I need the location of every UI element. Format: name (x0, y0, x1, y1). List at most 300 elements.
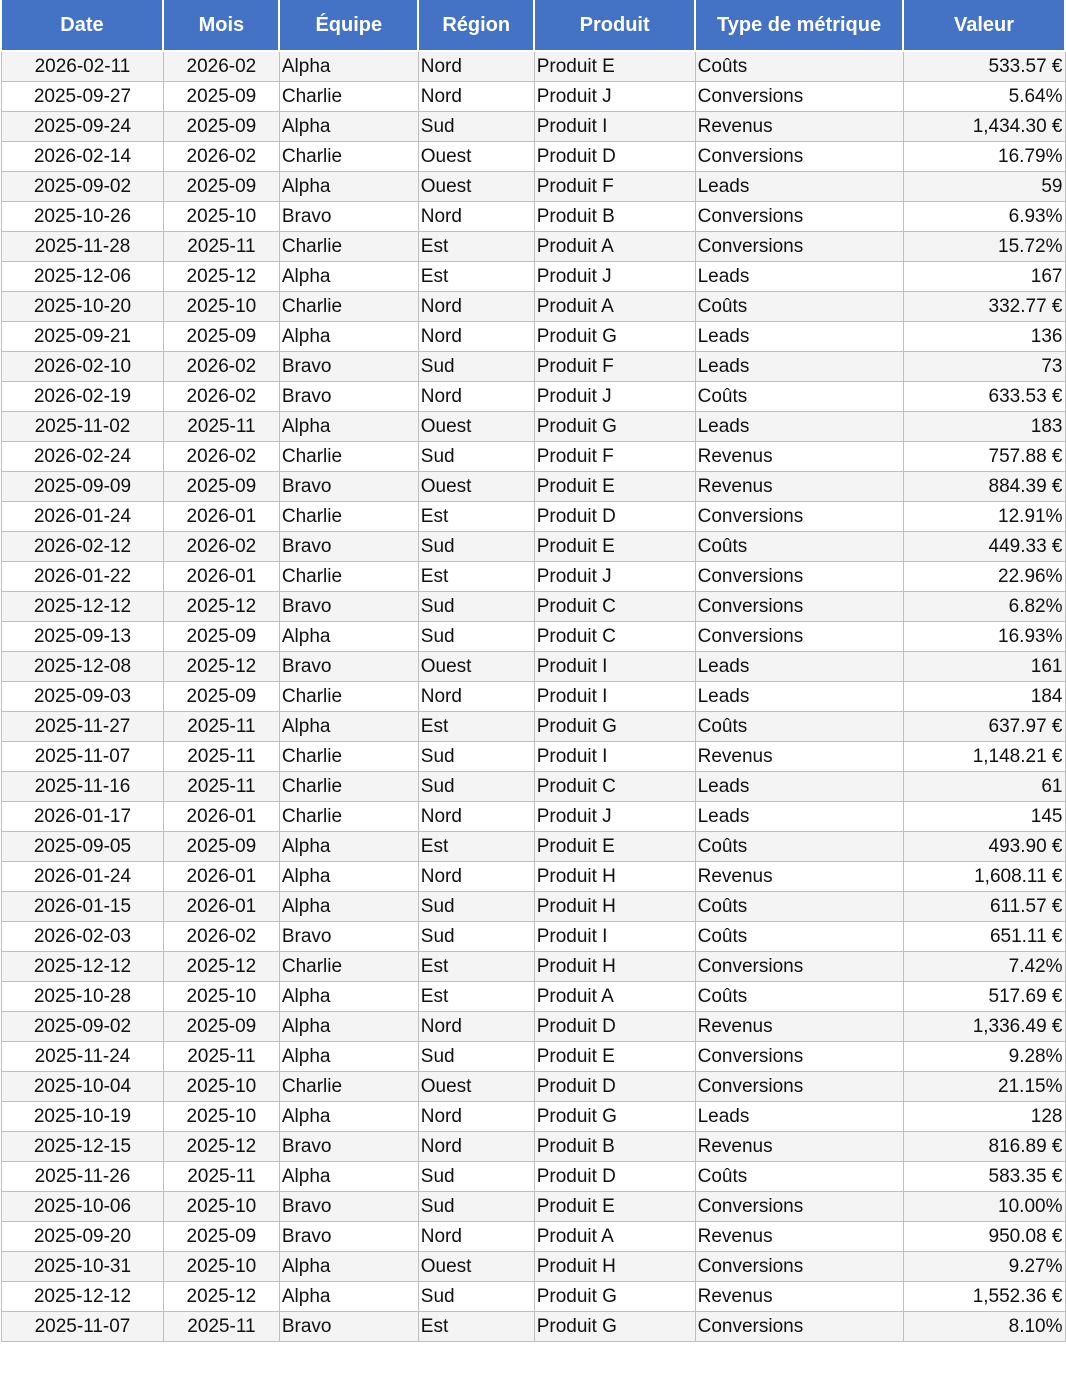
team-cell[interactable]: Alpha (279, 51, 418, 82)
month-cell[interactable]: 2025-10 (163, 1192, 279, 1222)
region-cell[interactable]: Est (418, 712, 534, 742)
product-cell[interactable]: Produit A (534, 292, 695, 322)
month-cell[interactable]: 2025-11 (163, 772, 279, 802)
product-cell[interactable]: Produit G (534, 1102, 695, 1132)
metric-type-cell[interactable]: Coûts (695, 832, 903, 862)
region-cell[interactable]: Sud (418, 1042, 534, 1072)
team-cell[interactable]: Bravo (279, 1222, 418, 1252)
value-cell[interactable]: 449.33 € (903, 532, 1065, 562)
team-cell[interactable]: Charlie (279, 232, 418, 262)
product-cell[interactable]: Produit A (534, 1222, 695, 1252)
month-cell[interactable]: 2026-02 (163, 382, 279, 412)
team-cell[interactable]: Alpha (279, 622, 418, 652)
month-cell[interactable]: 2025-09 (163, 322, 279, 352)
product-cell[interactable]: Produit F (534, 172, 695, 202)
product-cell[interactable]: Produit H (534, 1252, 695, 1282)
month-cell[interactable]: 2025-09 (163, 682, 279, 712)
month-cell[interactable]: 2025-12 (163, 592, 279, 622)
metric-type-cell[interactable]: Leads (695, 262, 903, 292)
month-cell[interactable]: 2026-02 (163, 532, 279, 562)
month-cell[interactable]: 2026-02 (163, 142, 279, 172)
date-cell[interactable]: 2025-09-09 (2, 472, 164, 502)
product-cell[interactable]: Produit J (534, 562, 695, 592)
region-cell[interactable]: Nord (418, 1012, 534, 1042)
date-cell[interactable]: 2026-02-11 (2, 51, 164, 82)
month-cell[interactable]: 2025-10 (163, 292, 279, 322)
region-cell[interactable]: Nord (418, 682, 534, 712)
metric-type-cell[interactable]: Revenus (695, 112, 903, 142)
date-cell[interactable]: 2026-01-24 (2, 862, 164, 892)
date-cell[interactable]: 2025-09-13 (2, 622, 164, 652)
product-cell[interactable]: Produit J (534, 382, 695, 412)
date-cell[interactable]: 2025-12-08 (2, 652, 164, 682)
region-cell[interactable]: Est (418, 562, 534, 592)
region-cell[interactable]: Est (418, 952, 534, 982)
value-cell[interactable]: 145 (903, 802, 1065, 832)
product-cell[interactable]: Produit C (534, 772, 695, 802)
region-cell[interactable]: Nord (418, 51, 534, 82)
date-cell[interactable]: 2025-09-05 (2, 832, 164, 862)
product-cell[interactable]: Produit F (534, 352, 695, 382)
metric-type-cell[interactable]: Coûts (695, 922, 903, 952)
metric-type-cell[interactable]: Conversions (695, 1072, 903, 1102)
metric-type-cell[interactable]: Leads (695, 802, 903, 832)
value-cell[interactable]: 61 (903, 772, 1065, 802)
metric-type-cell[interactable]: Coûts (695, 532, 903, 562)
value-cell[interactable]: 651.11 € (903, 922, 1065, 952)
region-cell[interactable]: Est (418, 502, 534, 532)
value-cell[interactable]: 73 (903, 352, 1065, 382)
month-cell[interactable]: 2025-09 (163, 832, 279, 862)
team-cell[interactable]: Charlie (279, 742, 418, 772)
metric-type-cell[interactable]: Conversions (695, 1252, 903, 1282)
team-cell[interactable]: Alpha (279, 1102, 418, 1132)
region-cell[interactable]: Est (418, 982, 534, 1012)
value-cell[interactable]: 493.90 € (903, 832, 1065, 862)
header-region[interactable]: Région (418, 0, 534, 51)
value-cell[interactable]: 12.91% (903, 502, 1065, 532)
value-cell[interactable]: 59 (903, 172, 1065, 202)
metric-type-cell[interactable]: Coûts (695, 382, 903, 412)
team-cell[interactable]: Alpha (279, 832, 418, 862)
product-cell[interactable]: Produit G (534, 1312, 695, 1342)
product-cell[interactable]: Produit A (534, 982, 695, 1012)
value-cell[interactable]: 136 (903, 322, 1065, 352)
value-cell[interactable]: 816.89 € (903, 1132, 1065, 1162)
month-cell[interactable]: 2025-10 (163, 1252, 279, 1282)
metric-type-cell[interactable]: Leads (695, 412, 903, 442)
date-cell[interactable]: 2025-12-12 (2, 952, 164, 982)
date-cell[interactable]: 2025-12-15 (2, 1132, 164, 1162)
month-cell[interactable]: 2025-10 (163, 202, 279, 232)
value-cell[interactable]: 637.97 € (903, 712, 1065, 742)
region-cell[interactable]: Est (418, 232, 534, 262)
team-cell[interactable]: Alpha (279, 1042, 418, 1072)
product-cell[interactable]: Produit E (534, 51, 695, 82)
region-cell[interactable]: Nord (418, 202, 534, 232)
product-cell[interactable]: Produit E (534, 1042, 695, 1072)
value-cell[interactable]: 184 (903, 682, 1065, 712)
metric-type-cell[interactable]: Conversions (695, 142, 903, 172)
region-cell[interactable]: Nord (418, 1222, 534, 1252)
metric-type-cell[interactable]: Coûts (695, 292, 903, 322)
metric-type-cell[interactable]: Conversions (695, 202, 903, 232)
team-cell[interactable]: Charlie (279, 1072, 418, 1102)
team-cell[interactable]: Alpha (279, 322, 418, 352)
date-cell[interactable]: 2025-11-24 (2, 1042, 164, 1072)
metric-type-cell[interactable]: Conversions (695, 622, 903, 652)
team-cell[interactable]: Alpha (279, 262, 418, 292)
value-cell[interactable]: 15.72% (903, 232, 1065, 262)
team-cell[interactable]: Charlie (279, 952, 418, 982)
metric-type-cell[interactable]: Conversions (695, 1192, 903, 1222)
team-cell[interactable]: Charlie (279, 562, 418, 592)
metric-type-cell[interactable]: Revenus (695, 1222, 903, 1252)
date-cell[interactable]: 2025-10-28 (2, 982, 164, 1012)
value-cell[interactable]: 611.57 € (903, 892, 1065, 922)
value-cell[interactable]: 884.39 € (903, 472, 1065, 502)
value-cell[interactable]: 950.08 € (903, 1222, 1065, 1252)
region-cell[interactable]: Ouest (418, 1252, 534, 1282)
value-cell[interactable]: 5.64% (903, 82, 1065, 112)
date-cell[interactable]: 2025-10-20 (2, 292, 164, 322)
month-cell[interactable]: 2025-09 (163, 1222, 279, 1252)
value-cell[interactable]: 6.93% (903, 202, 1065, 232)
team-cell[interactable]: Charlie (279, 82, 418, 112)
product-cell[interactable]: Produit D (534, 1072, 695, 1102)
metric-type-cell[interactable]: Coûts (695, 982, 903, 1012)
month-cell[interactable]: 2025-09 (163, 1012, 279, 1042)
date-cell[interactable]: 2026-02-24 (2, 442, 164, 472)
product-cell[interactable]: Produit E (534, 832, 695, 862)
date-cell[interactable]: 2025-10-31 (2, 1252, 164, 1282)
value-cell[interactable]: 16.79% (903, 142, 1065, 172)
metric-type-cell[interactable]: Leads (695, 1102, 903, 1132)
month-cell[interactable]: 2025-11 (163, 742, 279, 772)
value-cell[interactable]: 128 (903, 1102, 1065, 1132)
team-cell[interactable]: Alpha (279, 982, 418, 1012)
team-cell[interactable]: Alpha (279, 892, 418, 922)
date-cell[interactable]: 2025-11-02 (2, 412, 164, 442)
date-cell[interactable]: 2026-01-22 (2, 562, 164, 592)
header-valeur[interactable]: Valeur (903, 0, 1065, 51)
date-cell[interactable]: 2025-09-27 (2, 82, 164, 112)
date-cell[interactable]: 2025-12-12 (2, 592, 164, 622)
value-cell[interactable]: 22.96% (903, 562, 1065, 592)
team-cell[interactable]: Charlie (279, 442, 418, 472)
team-cell[interactable]: Bravo (279, 472, 418, 502)
region-cell[interactable]: Sud (418, 922, 534, 952)
month-cell[interactable]: 2025-11 (163, 1312, 279, 1342)
date-cell[interactable]: 2026-01-17 (2, 802, 164, 832)
value-cell[interactable]: 10.00% (903, 1192, 1065, 1222)
month-cell[interactable]: 2025-09 (163, 112, 279, 142)
date-cell[interactable]: 2026-02-03 (2, 922, 164, 952)
month-cell[interactable]: 2025-12 (163, 1282, 279, 1312)
metric-type-cell[interactable]: Coûts (695, 892, 903, 922)
team-cell[interactable]: Bravo (279, 352, 418, 382)
product-cell[interactable]: Produit E (534, 1192, 695, 1222)
metric-type-cell[interactable]: Conversions (695, 1042, 903, 1072)
date-cell[interactable]: 2026-02-12 (2, 532, 164, 562)
product-cell[interactable]: Produit I (534, 922, 695, 952)
metric-type-cell[interactable]: Revenus (695, 1132, 903, 1162)
value-cell[interactable]: 533.57 € (903, 51, 1065, 82)
month-cell[interactable]: 2025-12 (163, 262, 279, 292)
value-cell[interactable]: 1,336.49 € (903, 1012, 1065, 1042)
month-cell[interactable]: 2025-10 (163, 982, 279, 1012)
month-cell[interactable]: 2026-01 (163, 562, 279, 592)
product-cell[interactable]: Produit C (534, 622, 695, 652)
product-cell[interactable]: Produit H (534, 892, 695, 922)
metric-type-cell[interactable]: Conversions (695, 1312, 903, 1342)
metric-type-cell[interactable]: Revenus (695, 442, 903, 472)
region-cell[interactable]: Nord (418, 382, 534, 412)
team-cell[interactable]: Bravo (279, 1132, 418, 1162)
team-cell[interactable]: Bravo (279, 382, 418, 412)
date-cell[interactable]: 2025-11-27 (2, 712, 164, 742)
product-cell[interactable]: Produit G (534, 1282, 695, 1312)
product-cell[interactable]: Produit G (534, 322, 695, 352)
metric-type-cell[interactable]: Revenus (695, 1012, 903, 1042)
month-cell[interactable]: 2025-11 (163, 232, 279, 262)
region-cell[interactable]: Ouest (418, 172, 534, 202)
value-cell[interactable]: 1,434.30 € (903, 112, 1065, 142)
region-cell[interactable]: Ouest (418, 412, 534, 442)
region-cell[interactable]: Sud (418, 892, 534, 922)
region-cell[interactable]: Ouest (418, 472, 534, 502)
date-cell[interactable]: 2025-09-02 (2, 172, 164, 202)
team-cell[interactable]: Alpha (279, 712, 418, 742)
month-cell[interactable]: 2025-11 (163, 412, 279, 442)
date-cell[interactable]: 2026-02-14 (2, 142, 164, 172)
month-cell[interactable]: 2025-12 (163, 1132, 279, 1162)
value-cell[interactable]: 757.88 € (903, 442, 1065, 472)
region-cell[interactable]: Sud (418, 1192, 534, 1222)
metric-type-cell[interactable]: Leads (695, 652, 903, 682)
product-cell[interactable]: Produit F (534, 442, 695, 472)
region-cell[interactable]: Sud (418, 352, 534, 382)
metric-type-cell[interactable]: Conversions (695, 562, 903, 592)
region-cell[interactable]: Sud (418, 442, 534, 472)
month-cell[interactable]: 2026-02 (163, 442, 279, 472)
date-cell[interactable]: 2025-09-21 (2, 322, 164, 352)
month-cell[interactable]: 2025-09 (163, 472, 279, 502)
metric-type-cell[interactable]: Leads (695, 172, 903, 202)
metric-type-cell[interactable]: Revenus (695, 742, 903, 772)
value-cell[interactable]: 633.53 € (903, 382, 1065, 412)
date-cell[interactable]: 2025-10-26 (2, 202, 164, 232)
region-cell[interactable]: Sud (418, 742, 534, 772)
header-equipe[interactable]: Équipe (279, 0, 418, 51)
metric-type-cell[interactable]: Conversions (695, 502, 903, 532)
date-cell[interactable]: 2026-01-15 (2, 892, 164, 922)
value-cell[interactable]: 8.10% (903, 1312, 1065, 1342)
date-cell[interactable]: 2026-02-10 (2, 352, 164, 382)
header-type-metrique[interactable]: Type de métrique (695, 0, 903, 51)
product-cell[interactable]: Produit G (534, 712, 695, 742)
team-cell[interactable]: Alpha (279, 172, 418, 202)
region-cell[interactable]: Nord (418, 82, 534, 112)
value-cell[interactable]: 1,552.36 € (903, 1282, 1065, 1312)
value-cell[interactable]: 9.28% (903, 1042, 1065, 1072)
product-cell[interactable]: Produit A (534, 232, 695, 262)
product-cell[interactable]: Produit D (534, 1012, 695, 1042)
product-cell[interactable]: Produit D (534, 1162, 695, 1192)
value-cell[interactable]: 161 (903, 652, 1065, 682)
date-cell[interactable]: 2025-12-06 (2, 262, 164, 292)
region-cell[interactable]: Ouest (418, 1072, 534, 1102)
month-cell[interactable]: 2025-09 (163, 622, 279, 652)
region-cell[interactable]: Sud (418, 1282, 534, 1312)
date-cell[interactable]: 2025-09-24 (2, 112, 164, 142)
value-cell[interactable]: 9.27% (903, 1252, 1065, 1282)
month-cell[interactable]: 2026-02 (163, 922, 279, 952)
product-cell[interactable]: Produit D (534, 142, 695, 172)
product-cell[interactable]: Produit I (534, 742, 695, 772)
product-cell[interactable]: Produit J (534, 82, 695, 112)
date-cell[interactable]: 2025-11-16 (2, 772, 164, 802)
date-cell[interactable]: 2025-11-07 (2, 742, 164, 772)
value-cell[interactable]: 332.77 € (903, 292, 1065, 322)
team-cell[interactable]: Bravo (279, 532, 418, 562)
month-cell[interactable]: 2026-02 (163, 352, 279, 382)
month-cell[interactable]: 2025-10 (163, 1072, 279, 1102)
value-cell[interactable]: 1,148.21 € (903, 742, 1065, 772)
metric-type-cell[interactable]: Conversions (695, 592, 903, 622)
product-cell[interactable]: Produit E (534, 532, 695, 562)
region-cell[interactable]: Ouest (418, 652, 534, 682)
team-cell[interactable]: Alpha (279, 1162, 418, 1192)
region-cell[interactable]: Est (418, 262, 534, 292)
date-cell[interactable]: 2025-10-19 (2, 1102, 164, 1132)
metric-type-cell[interactable]: Coûts (695, 51, 903, 82)
team-cell[interactable]: Charlie (279, 502, 418, 532)
value-cell[interactable]: 7.42% (903, 952, 1065, 982)
value-cell[interactable]: 16.93% (903, 622, 1065, 652)
team-cell[interactable]: Charlie (279, 772, 418, 802)
date-cell[interactable]: 2025-10-06 (2, 1192, 164, 1222)
header-produit[interactable]: Produit (534, 0, 695, 51)
date-cell[interactable]: 2025-09-03 (2, 682, 164, 712)
team-cell[interactable]: Charlie (279, 802, 418, 832)
metric-type-cell[interactable]: Conversions (695, 232, 903, 262)
value-cell[interactable]: 583.35 € (903, 1162, 1065, 1192)
metric-type-cell[interactable]: Revenus (695, 472, 903, 502)
region-cell[interactable]: Ouest (418, 142, 534, 172)
team-cell[interactable]: Alpha (279, 1012, 418, 1042)
month-cell[interactable]: 2025-10 (163, 1102, 279, 1132)
month-cell[interactable]: 2026-01 (163, 502, 279, 532)
date-cell[interactable]: 2026-01-24 (2, 502, 164, 532)
product-cell[interactable]: Produit E (534, 472, 695, 502)
product-cell[interactable]: Produit B (534, 202, 695, 232)
date-cell[interactable]: 2025-11-07 (2, 1312, 164, 1342)
product-cell[interactable]: Produit I (534, 112, 695, 142)
product-cell[interactable]: Produit D (534, 502, 695, 532)
value-cell[interactable]: 167 (903, 262, 1065, 292)
month-cell[interactable]: 2025-09 (163, 82, 279, 112)
product-cell[interactable]: Produit I (534, 682, 695, 712)
value-cell[interactable]: 6.82% (903, 592, 1065, 622)
team-cell[interactable]: Bravo (279, 202, 418, 232)
product-cell[interactable]: Produit J (534, 802, 695, 832)
month-cell[interactable]: 2026-01 (163, 862, 279, 892)
metric-type-cell[interactable]: Leads (695, 682, 903, 712)
date-cell[interactable]: 2026-02-19 (2, 382, 164, 412)
value-cell[interactable]: 21.15% (903, 1072, 1065, 1102)
region-cell[interactable]: Sud (418, 622, 534, 652)
region-cell[interactable]: Est (418, 832, 534, 862)
team-cell[interactable]: Alpha (279, 862, 418, 892)
region-cell[interactable]: Sud (418, 772, 534, 802)
value-cell[interactable]: 517.69 € (903, 982, 1065, 1012)
region-cell[interactable]: Nord (418, 322, 534, 352)
team-cell[interactable]: Bravo (279, 652, 418, 682)
month-cell[interactable]: 2025-12 (163, 652, 279, 682)
metric-type-cell[interactable]: Leads (695, 772, 903, 802)
team-cell[interactable]: Alpha (279, 112, 418, 142)
team-cell[interactable]: Charlie (279, 142, 418, 172)
date-cell[interactable]: 2025-09-20 (2, 1222, 164, 1252)
team-cell[interactable]: Alpha (279, 1252, 418, 1282)
header-date[interactable]: Date (2, 0, 164, 51)
region-cell[interactable]: Sud (418, 592, 534, 622)
metric-type-cell[interactable]: Revenus (695, 1282, 903, 1312)
metric-type-cell[interactable]: Coûts (695, 712, 903, 742)
product-cell[interactable]: Produit J (534, 262, 695, 292)
product-cell[interactable]: Produit C (534, 592, 695, 622)
date-cell[interactable]: 2025-09-02 (2, 1012, 164, 1042)
month-cell[interactable]: 2025-12 (163, 952, 279, 982)
team-cell[interactable]: Alpha (279, 412, 418, 442)
date-cell[interactable]: 2025-11-26 (2, 1162, 164, 1192)
date-cell[interactable]: 2025-12-12 (2, 1282, 164, 1312)
team-cell[interactable]: Charlie (279, 292, 418, 322)
region-cell[interactable]: Nord (418, 1102, 534, 1132)
month-cell[interactable]: 2026-02 (163, 51, 279, 82)
metric-type-cell[interactable]: Revenus (695, 862, 903, 892)
team-cell[interactable]: Alpha (279, 1282, 418, 1312)
product-cell[interactable]: Produit G (534, 412, 695, 442)
region-cell[interactable]: Sud (418, 1162, 534, 1192)
region-cell[interactable]: Est (418, 1312, 534, 1342)
metric-type-cell[interactable]: Conversions (695, 82, 903, 112)
metric-type-cell[interactable]: Coûts (695, 1162, 903, 1192)
month-cell[interactable]: 2025-09 (163, 172, 279, 202)
product-cell[interactable]: Produit H (534, 862, 695, 892)
region-cell[interactable]: Sud (418, 532, 534, 562)
team-cell[interactable]: Bravo (279, 592, 418, 622)
region-cell[interactable]: Nord (418, 292, 534, 322)
value-cell[interactable]: 183 (903, 412, 1065, 442)
product-cell[interactable]: Produit B (534, 1132, 695, 1162)
date-cell[interactable]: 2025-10-04 (2, 1072, 164, 1102)
team-cell[interactable]: Bravo (279, 922, 418, 952)
region-cell[interactable]: Nord (418, 862, 534, 892)
month-cell[interactable]: 2026-01 (163, 892, 279, 922)
region-cell[interactable]: Nord (418, 802, 534, 832)
month-cell[interactable]: 2025-11 (163, 712, 279, 742)
product-cell[interactable]: Produit H (534, 952, 695, 982)
metric-type-cell[interactable]: Leads (695, 322, 903, 352)
team-cell[interactable]: Bravo (279, 1192, 418, 1222)
team-cell[interactable]: Bravo (279, 1312, 418, 1342)
value-cell[interactable]: 1,608.11 € (903, 862, 1065, 892)
region-cell[interactable]: Sud (418, 112, 534, 142)
product-cell[interactable]: Produit I (534, 652, 695, 682)
month-cell[interactable]: 2025-11 (163, 1162, 279, 1192)
